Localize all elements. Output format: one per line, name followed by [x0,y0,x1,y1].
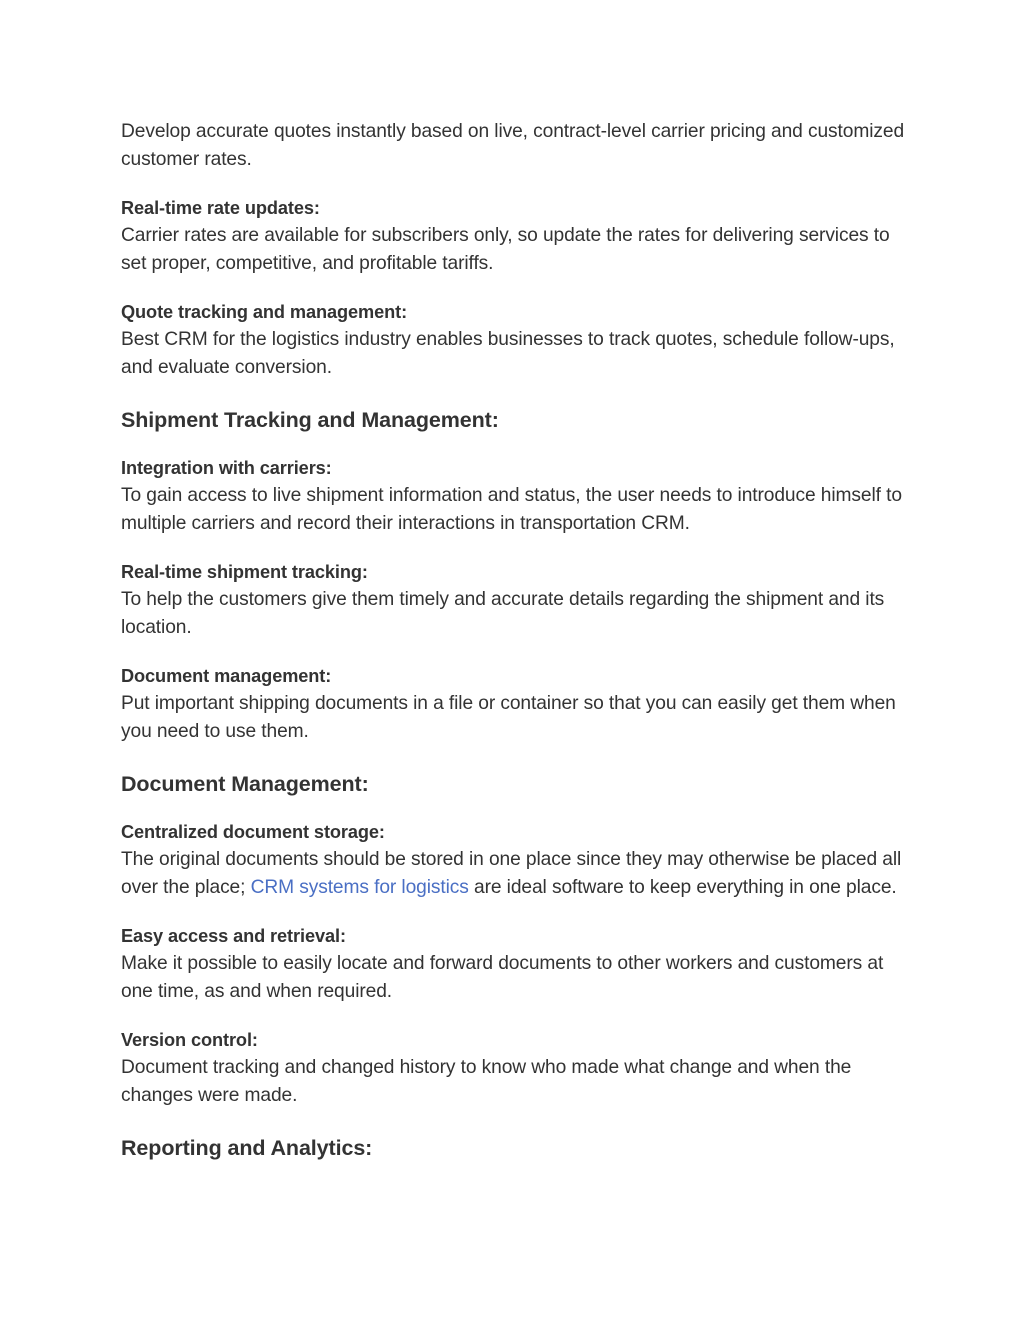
shipment-tracking-label: Real-time shipment tracking: [121,562,368,582]
intro-text: Develop accurate quotes instantly based on live, contract-level carrier pricing and customized customer rates. [121,121,905,170]
shipment-tracking-item [121,558,911,642]
document-management-item [121,662,911,746]
document-page [121,118,911,1182]
rate-updates-item [121,194,911,278]
centralized-storage-text-after: are ideal software to keep everything in one place. [468,877,897,898]
quote-tracking-text: Best CRM for the logistics industry enables businesses to track quotes, schedule follow-ups, and evaluate conversion. [121,329,895,378]
carrier-integration-text: To gain access to live shipment information and status, the user needs to introduce himself to multiple carriers and record their interactions in transportation CRM. [121,485,902,534]
document-management-text: Put important shipping documents in a file or container so that you can easily get them when you need to use them. [121,693,896,742]
quote-tracking-item [121,298,911,382]
document-management-label: Document management: [121,666,332,686]
easy-access-item [121,922,911,1006]
version-control-text: Document tracking and changed history to know who made what change and when the changes were made. [121,1057,852,1106]
version-control-label: Version control: [121,1030,258,1050]
rate-updates-label: Real-time rate updates: [121,198,320,218]
reporting-heading: Reporting and Analytics: [121,1136,373,1160]
shipment-heading: Shipment Tracking and Management: [121,408,499,432]
centralized-storage-text-before: The original documents should be stored in one place since they may otherwise be placed all over the place; [121,849,902,898]
centralized-storage-label: Centralized document storage: [121,822,385,842]
carrier-integration-label: Integration with carriers: [121,458,332,478]
version-control-item [121,1026,911,1110]
intro-paragraph [121,118,911,174]
shipment-section [121,402,911,434]
rate-updates-text: Carrier rates are available for subscribers only, so update the rates for delivering services to set proper, competitive, and profitable tariffs. [121,225,890,274]
shipment-tracking-text: To help the customers give them timely and accurate details regarding the shipment and its location. [121,589,885,638]
easy-access-text: Make it possible to easily locate and forward documents to other workers and customers at one time, as and when required. [121,953,884,1002]
crm-systems-link[interactable]: CRM systems for logistics [250,877,469,898]
document-heading: Document Management: [121,772,369,796]
easy-access-label: Easy access and retrieval: [121,926,346,946]
quote-tracking-label: Quote tracking and management: [121,302,408,322]
reporting-section [121,1130,911,1162]
document-section [121,766,911,798]
carrier-integration-item [121,454,911,538]
centralized-storage-item [121,818,911,902]
